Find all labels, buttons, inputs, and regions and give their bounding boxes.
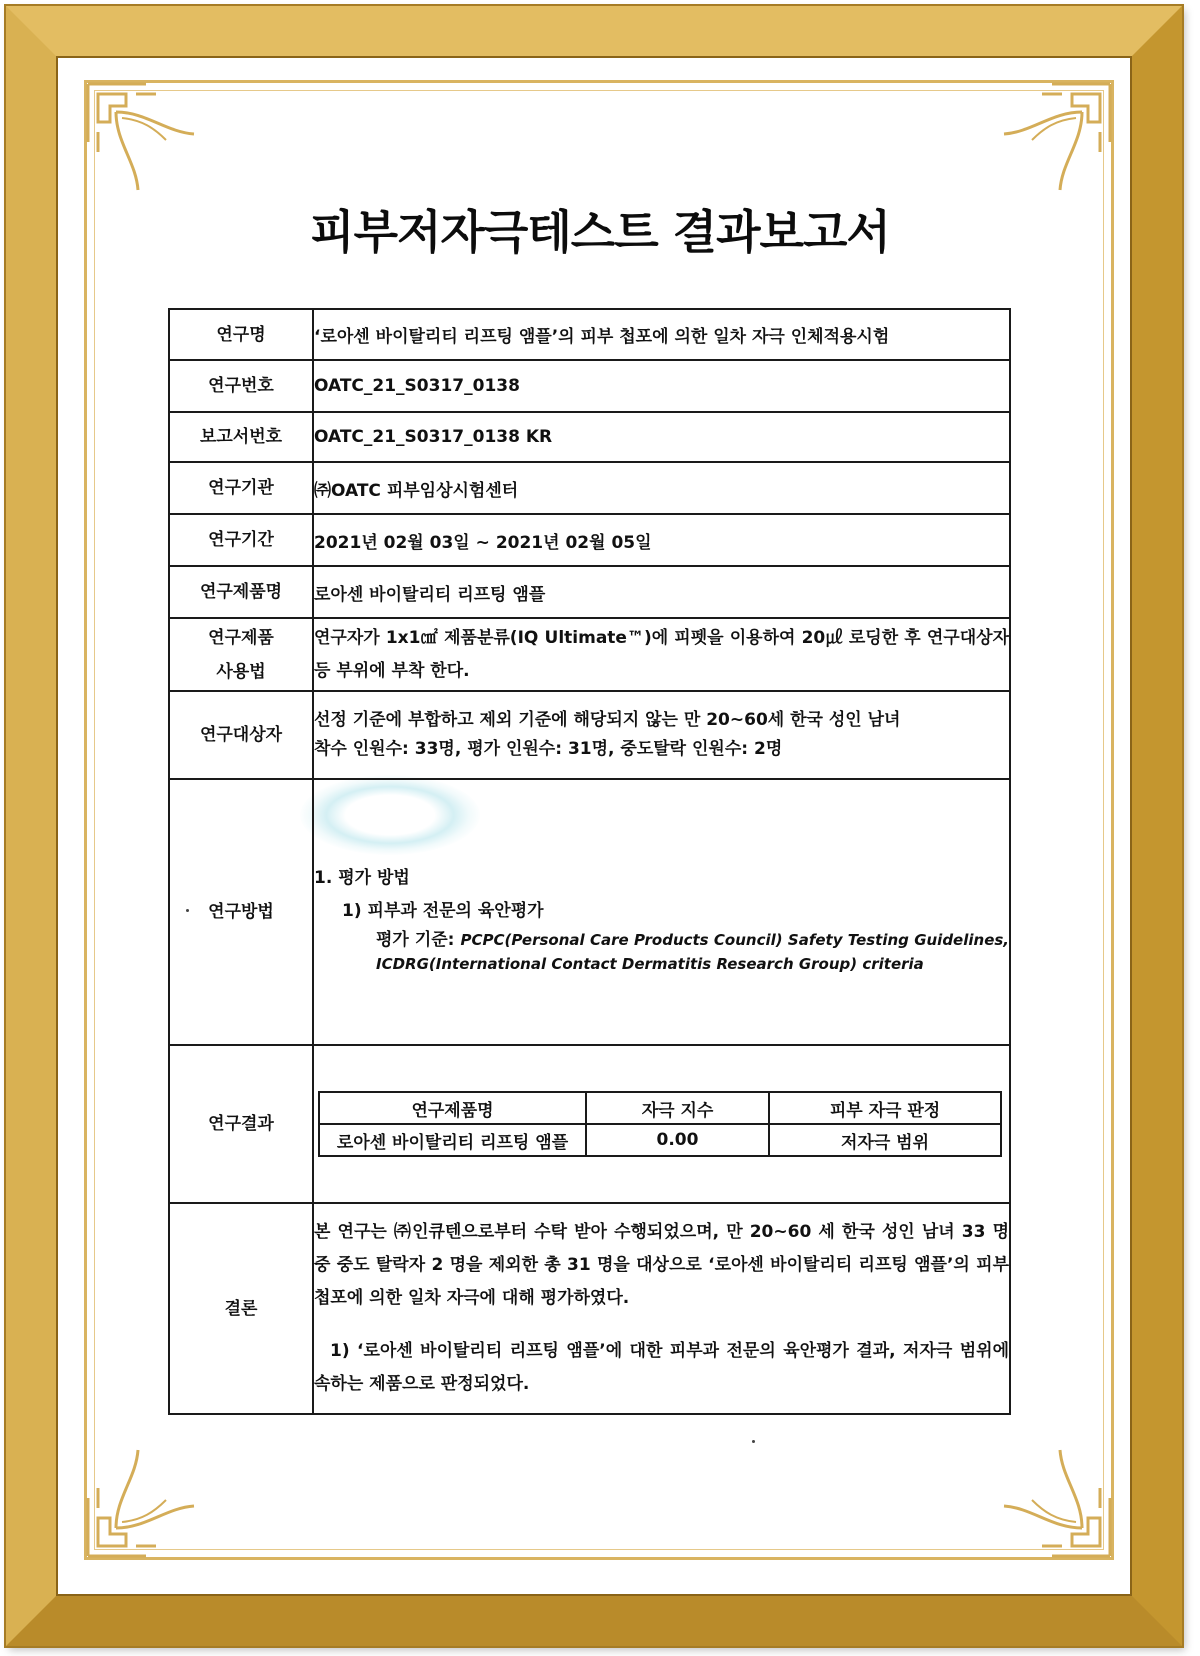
label-institution: 연구기관: [169, 462, 313, 514]
label-study-no: 연구번호: [169, 360, 313, 412]
row-report-no: [169, 412, 1010, 462]
row-result: [169, 1045, 1010, 1203]
report-title: 피부저자극테스트 결과보고서: [310, 205, 890, 259]
label-report-no: 보고서번호: [169, 412, 313, 462]
label-conclusion: 결론: [169, 1203, 313, 1414]
label-subjects: 연구대상자: [169, 691, 313, 779]
row-conclusion: [169, 1203, 1010, 1414]
row-institution: [169, 462, 1010, 514]
value-institution: ㈜OATC 피부임상시험센터: [313, 462, 1010, 514]
row-period: [169, 514, 1010, 566]
result-table: [318, 1091, 1002, 1157]
value-product: 로아센 바이탈리티 리프팅 앰플: [313, 566, 1010, 618]
result-product: 로아센 바이탈리티 리프팅 앰플: [319, 1124, 586, 1156]
row-subjects: [169, 691, 1010, 779]
corner-ornament-top-left: [86, 82, 196, 192]
conclusion-para-1: 본 연구는 ㈜인큐텐으로부터 수탁 받아 수행되었으며, 만 20~60 세 한국 성인 남녀 33 명 중 중도 탈락자 2 명을 제외한 총 31 명을 대상으로 ‘로아센 바이탈리티 리프팅 앰플’의 피부 첩포에 의한 일차 자극에 대해 평가하였다.: [314, 1222, 1009, 1308]
subjects-criteria: 선정 기준에 부합하고 제외 기준에 해당되지 않는 만 20~60세 한국 성인 남녀: [314, 710, 901, 730]
label-period: 연구기간: [169, 514, 313, 566]
label-usage: [169, 618, 313, 691]
scan-speck: [752, 1440, 755, 1443]
label-result: 연구결과: [169, 1045, 313, 1203]
result-header-product: 연구제품명: [319, 1092, 586, 1124]
value-usage: 연구자가 1x1㎠ 제품분류(IQ Ultimate™)에 피펫을 이용하여 20㎕ 로딩한 후 연구대상자 등 부위에 부착 한다.: [313, 618, 1010, 691]
row-method: [169, 779, 1010, 1045]
corner-ornament-bottom-right: [1002, 1448, 1112, 1558]
value-subjects: [313, 691, 1010, 779]
value-study-name: ‘로아센 바이탈리티 리프팅 앰플’의 피부 첩포에 의한 일차 자극 인체적용시험: [313, 309, 1010, 360]
label-method: 연구방법: [169, 779, 313, 1045]
criteria-label: 평가 기준:: [376, 930, 455, 950]
value-report-no: OATC_21_S0317_0138 KR: [313, 412, 1010, 462]
corner-ornament-bottom-left: [86, 1448, 196, 1558]
row-usage: [169, 618, 1010, 691]
report-table: [168, 308, 1011, 1415]
value-study-no: OATC_21_S0317_0138: [313, 360, 1010, 412]
row-product: [169, 566, 1010, 618]
method-item-1: 1. 평가 방법: [314, 868, 410, 888]
label-product: 연구제품명: [169, 566, 313, 618]
method-criteria: [376, 928, 1009, 976]
value-conclusion: [313, 1203, 1010, 1414]
row-study-no: [169, 360, 1010, 412]
label-study-name: 연구명: [169, 309, 313, 360]
result-data-row: [319, 1124, 1001, 1156]
subjects-counts: 착수 인원수: 33명, 평가 인원수: 31명, 중도탈락 인원수: 2명: [314, 739, 783, 759]
label-usage-line2: 사용법: [216, 661, 266, 682]
result-header-index: 자극 지수: [586, 1092, 769, 1124]
corner-ornament-top-right: [1002, 82, 1112, 192]
result-index: 0.00: [586, 1124, 769, 1156]
conclusion-para-2: 1) ‘로아센 바이탈리티 리프팅 앰플’에 대한 피부과 전문의 육안평가 결과, 저자극 범위에 속하는 제품으로 판정되었다.: [314, 1341, 1009, 1394]
scan-speck: [186, 909, 189, 912]
value-period: 2021년 02월 03일 ~ 2021년 02월 05일: [313, 514, 1010, 566]
result-header-row: [319, 1092, 1001, 1124]
method-item-1-1: 1) 피부과 전문의 육안평가: [342, 901, 544, 921]
result-judgement: 저자극 범위: [769, 1124, 1001, 1156]
row-study-name: [169, 309, 1010, 360]
value-result: [313, 1045, 1010, 1203]
label-usage-line1: 연구제품: [208, 627, 274, 648]
criteria-text: PCPC(Personal Care Products Council) Safety Testing Guidelines, ICDRG(International Contact Dermatitis Research Group) criteria: [376, 931, 1009, 973]
value-method: [313, 779, 1010, 1045]
result-header-judgement: 피부 자극 판정: [769, 1092, 1001, 1124]
